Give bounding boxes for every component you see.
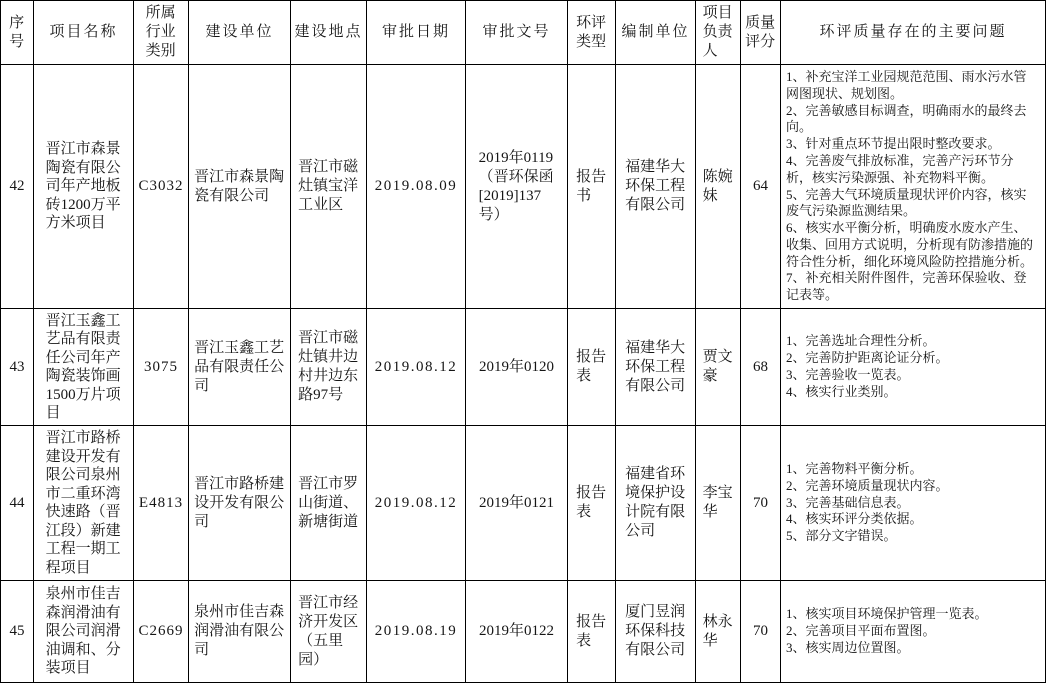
cell-approval-date: 2019.08.12 <box>367 309 466 426</box>
cell-eia-type <box>568 426 616 581</box>
location-text: 晋江市罗山街道、新塘街道 <box>298 475 359 530</box>
problem-item: 5、部分文字错误。 <box>786 528 897 544</box>
cell-builder <box>189 426 291 581</box>
person-text: 李宝华 <box>702 485 733 520</box>
header-compiler: 编制单位 <box>616 1 696 65</box>
problem-item: 2、完善环境质量现状内容。 <box>786 477 949 493</box>
cell-person-in-charge <box>696 309 741 426</box>
header-industry-category-label: 所属行业类别 <box>145 5 176 59</box>
header-person-in-charge-label: 项目负责人 <box>702 5 733 59</box>
cell-location <box>291 309 367 426</box>
location-text: 晋江市经济开发区（五里园） <box>298 594 359 668</box>
problem-list <box>786 461 1034 545</box>
cell-person-in-charge <box>696 65 741 309</box>
cell-location <box>291 581 367 683</box>
cell-main-problems <box>781 426 1046 581</box>
compiler-text: 福建华大环保工程有限公司 <box>625 159 686 213</box>
cell-approval-date: 2019.08.09 <box>367 65 466 309</box>
cell-quality-score: 70 <box>741 581 781 683</box>
problem-item: 1、完善选址合理性分析。 <box>786 333 936 349</box>
person-text: 陈婉妹 <box>702 168 733 204</box>
header-person-in-charge <box>696 1 741 65</box>
cell-seq: 45 <box>1 581 34 683</box>
problem-item: 1、完善物料平衡分析。 <box>786 461 923 476</box>
header-industry-category <box>134 1 189 65</box>
cell-builder <box>189 581 291 683</box>
header-main-problems: 环评质量存在的主要问题 <box>781 1 1046 65</box>
cell-compiler <box>616 65 696 309</box>
table-row <box>1 581 1046 683</box>
person-text: 林永华 <box>702 613 733 649</box>
cell-main-problems <box>781 581 1046 683</box>
eia-type-text: 报告书 <box>576 168 607 204</box>
problem-item: 4、核实行业类别。 <box>786 383 897 399</box>
cell-seq: 42 <box>1 65 34 309</box>
builder-text: 晋江玉鑫工艺品有限责任公司 <box>194 339 285 394</box>
cell-location <box>291 426 367 581</box>
cell-seq: 44 <box>1 426 34 581</box>
cell-quality-score: 68 <box>741 309 781 426</box>
problem-item: 2、完善敏感目标调查，明确雨水的最终去向。 <box>786 102 1027 135</box>
problem-item: 3、完善验收一览表。 <box>786 367 910 382</box>
compiler-text: 福建华大环保工程有限公司 <box>625 339 686 394</box>
cell-compiler <box>616 581 696 683</box>
builder-text: 晋江市森景陶瓷有限公司 <box>194 168 285 204</box>
header-project-name: 项目名称 <box>34 1 134 65</box>
header-seq <box>1 1 34 65</box>
cell-builder <box>189 65 291 309</box>
problem-item: 2、完善项目平面布置图。 <box>786 623 936 639</box>
builder-text: 泉州市佳吉森润滑油有限公司 <box>194 604 285 658</box>
builder-text: 晋江市路桥建设开发有限公司 <box>194 475 285 530</box>
cell-industry-code: 3075 <box>134 309 189 426</box>
cell-eia-type <box>568 65 616 309</box>
cell-compiler <box>616 426 696 581</box>
cell-project-name <box>34 65 134 309</box>
cell-eia-type <box>568 581 616 683</box>
cell-industry-code: C3032 <box>134 65 189 309</box>
cell-industry-code: E4813 <box>134 426 189 581</box>
cell-quality-score: 64 <box>741 65 781 309</box>
eia-type-text: 报告表 <box>576 485 607 520</box>
problem-item: 3、针对重点环节提出限时整改要求。 <box>786 136 1001 152</box>
eia-type-text: 报告表 <box>576 349 607 384</box>
approval-no-text: 2019年0119（晋环保函[2019]137号） <box>478 149 554 223</box>
problem-item: 4、核实环评分类依据。 <box>786 511 923 527</box>
project-name-text: 晋江市路桥建设开发有限公司泉州市二重环湾快速路（晋江段）新建工程一期工程项目 <box>45 430 121 576</box>
problem-item: 5、完善大气环境质量现状评价内容，核实废气污染源监测结果。 <box>786 186 1027 219</box>
header-seq-label: 序号 <box>9 14 25 50</box>
cell-project-name <box>34 581 134 683</box>
compiler-text: 福建省环境保护设计院有限公司 <box>625 466 686 539</box>
cell-approval-no: 2019年0120 <box>466 309 568 426</box>
table-row <box>1 65 1046 309</box>
header-eia-type <box>568 1 616 65</box>
cell-compiler <box>616 309 696 426</box>
cell-approval-date: 2019.08.19 <box>367 581 466 683</box>
header-approval-no: 审批文号 <box>466 1 568 65</box>
cell-industry-code: C2669 <box>134 581 189 683</box>
cell-seq: 43 <box>1 309 34 426</box>
table-row <box>1 426 1046 581</box>
project-name-text: 晋江玉鑫工艺品有限责任公司年产陶瓷装饰画1500万片项目 <box>45 312 121 421</box>
cell-person-in-charge <box>696 426 741 581</box>
cell-location <box>291 65 367 309</box>
cell-builder <box>189 309 291 426</box>
header-location: 建设地点 <box>291 1 367 65</box>
problem-item: 6、核实水平衡分析，明确废水废水产生、收集、回用方式说明，分析现有防渗措施的符合性分析，细化环境风险防控措施分析。 <box>786 220 1034 269</box>
problem-item: 7、补充相关附件图件，完善环保验收、登记表等。 <box>786 270 1027 303</box>
cell-approval-no <box>466 65 568 309</box>
table-row <box>1 309 1046 426</box>
header-quality-score <box>741 1 781 65</box>
header-builder: 建设单位 <box>189 1 291 65</box>
problem-item: 1、核实项目环境保护管理一览表。 <box>786 606 988 622</box>
header-quality-score-label: 质量评分 <box>745 14 776 50</box>
cell-approval-no: 2019年0121 <box>466 426 568 581</box>
cell-approval-date: 2019.08.12 <box>367 426 466 581</box>
problem-item: 1、补充宝洋工业园规范范围、雨水污水管网图现状、规划图。 <box>786 68 1027 101</box>
problem-item: 4、完善废气排放标准，完善产污环节分析，核实污染源强、补充物料平衡。 <box>786 152 1014 185</box>
problem-item: 3、完善基础信息表。 <box>786 494 910 510</box>
cell-project-name <box>34 426 134 581</box>
cell-quality-score: 70 <box>741 426 781 581</box>
header-row <box>1 1 1046 65</box>
header-approval-date: 审批日期 <box>367 1 466 65</box>
cell-eia-type <box>568 309 616 426</box>
location-text: 晋江市磁灶镇井边村井边东路97号 <box>298 330 359 403</box>
cell-main-problems <box>781 65 1046 309</box>
project-name-text: 晋江市森景陶瓷有限公司年产地板砖1200万平方米项目 <box>45 141 121 232</box>
eia-type-text: 报告表 <box>576 613 607 649</box>
problem-item: 3、核实周边位置图。 <box>786 639 910 655</box>
cell-project-name <box>34 309 134 426</box>
compiler-text: 厦门昱润环保科技有限公司 <box>625 604 686 658</box>
problem-item: 2、完善防护距离论证分析。 <box>786 350 949 366</box>
project-name-text: 泉州市佳吉森润滑油有限公司润滑油调和、分装项目 <box>45 586 121 677</box>
person-text: 贾文豪 <box>702 349 733 384</box>
location-text: 晋江市磁灶镇宝洋工业区 <box>298 159 359 213</box>
cell-main-problems <box>781 309 1046 426</box>
problem-list <box>786 69 1034 304</box>
header-eia-type-label: 环评类型 <box>576 14 607 50</box>
cell-person-in-charge <box>696 581 741 683</box>
problem-list <box>786 606 1034 656</box>
cell-approval-no: 2019年0122 <box>466 581 568 683</box>
problem-list <box>786 333 1034 400</box>
